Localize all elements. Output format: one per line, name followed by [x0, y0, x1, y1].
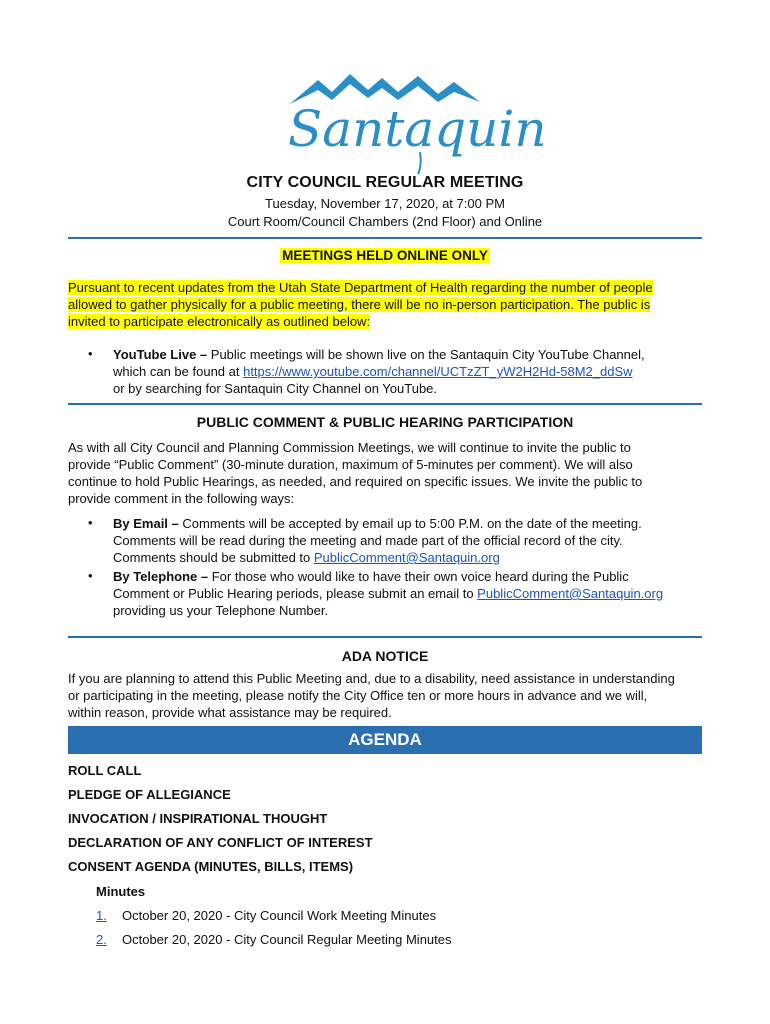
svg-text:Santaquin: Santaquin — [288, 100, 547, 158]
agenda-item-roll-call: ROLL CALL — [68, 763, 142, 778]
bullet-icon: • — [88, 346, 93, 361]
santaquin-logo — [270, 66, 547, 176]
agenda-item-invocation: INVOCATION / INSPIRATIONAL THOUGHT — [68, 811, 328, 826]
telephone-email-link[interactable]: PublicComment@Santaquin.org — [477, 586, 664, 601]
public-comment-heading: PUBLIC COMMENT & PUBLIC HEARING PARTICIPATION — [196, 414, 574, 430]
online-notice — [68, 279, 702, 330]
agenda-heading: AGENDA — [68, 726, 702, 754]
minutes-number-link[interactable]: 1. — [96, 908, 107, 923]
youtube-item: YouTube Live – Public meetings will be shown live on the Santaquin City YouTube Channel, which can be found at https://www.youtube.com/channel/UCTzZT_yW2H2Hd-58M2_ddSw or by searching for Santaquin City Channel on YouTube. — [113, 347, 645, 396]
minutes-item: October 20, 2020 - City Council Regular Meeting Minutes — [122, 932, 452, 947]
agenda-item-consent: CONSENT AGENDA (MINUTES, BILLS, ITEMS) — [68, 859, 354, 874]
online-notice-line: invited to participate electronically as outlined below: — [68, 314, 371, 329]
agenda-item-conflict: DECLARATION OF ANY CONFLICT OF INTEREST — [68, 835, 373, 850]
agenda-item-pledge: PLEDGE OF ALLEGIANCE — [68, 787, 231, 802]
divider — [68, 636, 702, 638]
meeting-date: Tuesday, November 17, 2020, at 7:00 PM — [265, 196, 505, 211]
minutes-heading: Minutes — [96, 884, 146, 899]
meeting-location: Court Room/Council Chambers (2nd Floor) and Online — [227, 214, 543, 229]
ada-heading: ADA NOTICE — [341, 648, 429, 664]
telephone-item: By Telephone – For those who would like to have their own voice heard during the Public Comment or Public Hearing periods, please submit an email to PublicComment@Santaquin.org providing us your Telephone Number. — [113, 569, 664, 618]
youtube-channel-link[interactable]: https://www.youtube.com/channel/UCTzZT_yW2H2Hd-58M2_ddSw — [243, 364, 633, 379]
minutes-number-link[interactable]: 2. — [96, 932, 107, 947]
youtube-label: YouTube Live – — [113, 347, 208, 362]
online-only-heading: MEETINGS HELD ONLINE ONLY — [282, 248, 488, 263]
ada-notice: If you are planning to attend this Public Meeting and, due to a disability, need assistance in understanding or participating in the meeting, please notify the City Office ten or more hours in advance and we will, within reason, provide what assistance may be required. — [68, 671, 675, 720]
meeting-title: CITY COUNCIL REGULAR MEETING — [246, 174, 524, 191]
email-label: By Email – — [113, 516, 179, 531]
bullet-icon: • — [88, 568, 93, 583]
public-comment-intro: As with all City Council and Planning Commission Meetings, we will continue to invite the public to provide “Public Comment” (30-minute duration, maximum of 5-minutes per comment). We will also continue to hold Public Hearings, as needed, and required on specific issues. We invite the public to provide comment in the following ways: — [68, 440, 643, 506]
divider — [68, 237, 702, 239]
telephone-label: By Telephone – — [113, 569, 209, 584]
public-comment-email-link[interactable]: PublicComment@Santaquin.org — [313, 550, 500, 565]
divider — [68, 403, 702, 405]
bullet-icon: • — [88, 515, 93, 530]
email-item: By Email – Comments will be accepted by email up to 5:00 P.M. on the date of the meeting. Comments will be read during the meeting and made part of the official record of the city. Comments should be submitted to PublicComment@Santaquin.org — [113, 516, 642, 565]
online-notice-line: allowed to gather physically for a public meeting, there will be no in-person participation. The public is — [68, 297, 651, 312]
minutes-item: October 20, 2020 - City Council Work Meeting Minutes — [122, 908, 437, 923]
online-notice-line: Pursuant to recent updates from the Utah State Department of Health regarding the number of people — [68, 280, 653, 295]
